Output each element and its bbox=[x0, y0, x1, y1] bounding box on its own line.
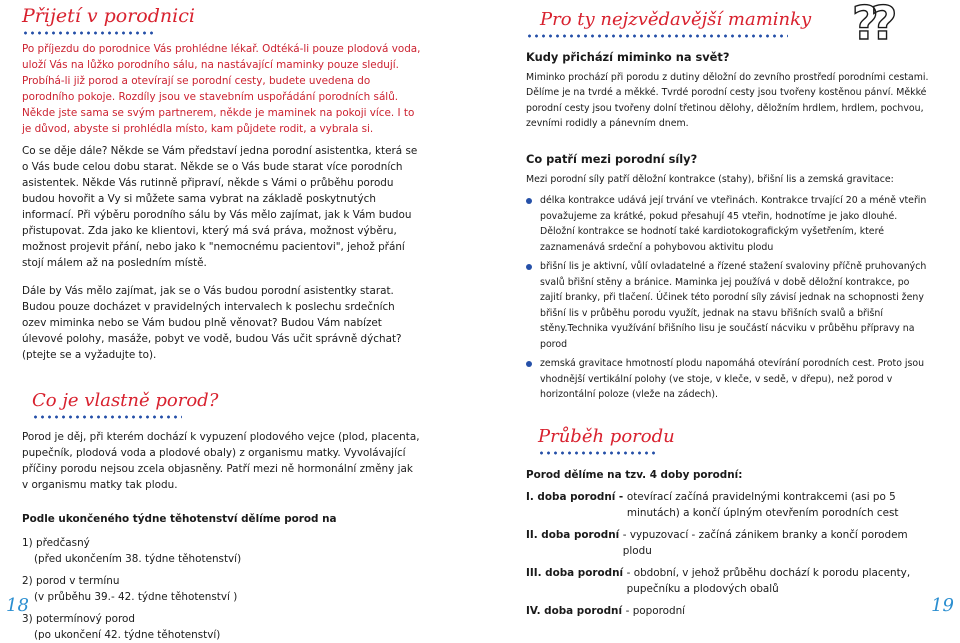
heading-co-je-porod bbox=[32, 391, 218, 419]
forces-list-item: zemská gravitace hmotností plodu napomáhá otevírání porodních cest. Proto jsou vhodnější vertikální polohy (ve stoje, v kleče, v sedě, v dřepu), než porod v horizontální poloze (vleže na zádech). bbox=[526, 356, 934, 403]
question-marks-graphic: ?? bbox=[852, 0, 890, 50]
heading-co-je-porod-text: Co je vlastně porod? bbox=[32, 389, 219, 411]
classification-item-range: (před ukončením 38. týdne těhotenství) bbox=[34, 552, 242, 565]
phase-item bbox=[526, 603, 934, 619]
phase-text: - poporodní bbox=[625, 604, 686, 617]
heading-dots bbox=[538, 451, 656, 455]
bullet-icon bbox=[526, 264, 532, 270]
heading-dots bbox=[32, 415, 182, 419]
right-page bbox=[526, 0, 934, 619]
left-page bbox=[22, 0, 422, 643]
paragraph-porod-definition: Porod je děj, při kterém dochází k vypuzení plodového vejce (plod, placenta, pupečník, plodová voda a plodové obaly) z organismu matky. Vyvolávající příčiny porodu nejsou zcela objasněny. Patří mezi ně hormonální změny jak v organismu matky tak plodu. bbox=[22, 430, 420, 491]
classification-item bbox=[22, 611, 422, 643]
page-number-left: 18 bbox=[6, 595, 29, 616]
phase-label: III. doba porodní bbox=[526, 566, 627, 579]
heading-prubeh bbox=[538, 427, 675, 455]
paragraph-co-se-deje: Co se děje dále? Někde se Vám představí jedna porodní asistentka, která se o Vás bude celou dobu starat. Někde se o Vás bude starat více porodních asistentek. Někde Vás rutinně připraví, někde s Vámi o průběhu porodu budou hovořit a Vy si můžete sama vybrat na základě poskytnutých informací. Při výběru porodního sálu by Vás mělo zajímat, jak k Vám budou přistupovat. Zda jako ke klientovi, který má svá práva, možnost výběru, možnost projevit přání, nebo jako k "nemocnému pacientovi", jehož přání stojí málem až na posledním místě. bbox=[22, 144, 418, 269]
heading-dots bbox=[526, 34, 788, 38]
heading-pro-ty bbox=[540, 10, 811, 38]
heading-prubeh-text: Průběh porodu bbox=[538, 425, 675, 447]
classification-item-range: (po ukončení 42. týdne těhotenství) bbox=[34, 628, 221, 641]
classification-list bbox=[22, 535, 422, 643]
classification-item-name: 1) předčasný bbox=[22, 536, 90, 549]
intro-paragraph: Po příjezdu do porodnice Vás prohlédne lékař. Odtéká-li pouze plodová voda, uloží Vás na lůžko porodního sálu, na nastávající maminky pouze sledují. Probíhá-li již porod a otevírají se porodní cesty, budete uvedena do porodního pokoje. Rozdíly jsou ve stavebním uspořádání porodních sálů. Někde jste sama se svým partnerem, někde je maminek na pokoji více. I to je důvod, abyste si prohlédla místo, kam půjdete rodit, a vybrala si. bbox=[22, 42, 421, 135]
question-kudy: Kudy přichází miminko na svět? bbox=[526, 49, 730, 64]
phase-label: IV. doba porodní bbox=[526, 604, 626, 617]
bullet-icon bbox=[526, 198, 532, 204]
phase-text: - obdobní, v jehož průběhu dochází k porodu placenty, pupečníku a plodových obalů bbox=[626, 566, 911, 595]
phases-list bbox=[526, 489, 934, 619]
forces-list-item: břišní lis je aktivní, vůlí ovladatelné a řízené stažení svaloviny příčně pruhovaných svalů břišní stěny a bránice. Maminka jej používá v době děložní kontrakce, po zajití branky, při tlačení. Účinek této porodní síly závisí jednak na schopnosti ženy břišní lis v průběhu porodu využít, jednak na stavu břišních svalů a břišní stěny.Technika využívání břišního lisu je součástí nácviku v průběhu přípravy na porod bbox=[526, 259, 934, 352]
phase-item bbox=[526, 527, 934, 559]
phase-text: - vypuzovací - začíná zánikem branky a končí porodem plodu bbox=[622, 528, 908, 557]
forces-list-item: délka kontrakce udává její trvání ve vteřinách. Kontrakce trvající 20 a méně vteřin považujeme za krátké, pokud přesahují 45 vteřin, hodnotíme je jako dlouhé. Děložní kontrakce se hodnotí také kardiotokografickým vyšetřením, které zaznamenává srdeční a pohybovou aktivitu plodu bbox=[526, 193, 934, 255]
classification-item bbox=[22, 535, 422, 567]
heading-prijeti bbox=[22, 6, 195, 35]
phase-label: I. doba porodní - bbox=[526, 490, 627, 503]
bullet-icon bbox=[526, 361, 532, 367]
phase-item bbox=[526, 565, 934, 597]
heading-dots bbox=[22, 31, 154, 35]
forces-list bbox=[526, 193, 934, 403]
classification-item bbox=[22, 573, 422, 605]
classification-title: Podle ukončeného týdne těhotenství dělíme porod na bbox=[22, 512, 337, 525]
classification-item-range: (v průběhu 39.- 42. týdne těhotenství ) bbox=[34, 590, 238, 603]
classification-item-name: 3) potermínový porod bbox=[22, 612, 135, 625]
answer-kudy: Miminko prochází při porodu z dutiny děložní do zevního prostředí porodními cestami. Dělíme je na tvrdé a měkké. Tvrdé porodní cesty jsou tvořeny kostěnou pánví. Měkké porodní cesty jsou tvořeny dolní třetinou dělohy, děložním hrdlem, hrdlem, pochvou, zevními rodidly a pánevním dnem. bbox=[526, 71, 929, 130]
phase-text: otevírací začíná pravidelnými kontrakcemi (asi po 5 minutách) a končí úplným otevřením porodních cest bbox=[626, 490, 899, 519]
question-sily: Co patří mezi porodní síly? bbox=[526, 151, 698, 166]
phase-label: II. doba porodní bbox=[526, 528, 623, 541]
phases-title: Porod dělíme na tzv. 4 doby porodní: bbox=[526, 468, 743, 481]
heading-pro-ty-text: Pro ty nejzvědavější maminky bbox=[540, 9, 812, 30]
phase-item bbox=[526, 489, 934, 521]
heading-prijeti-text: Přijetí v porodnici bbox=[22, 5, 195, 27]
answer-sily: Mezi porodní síly patří děložní kontrakce (stahy), břišní lis a zemská gravitace: bbox=[526, 173, 894, 185]
paragraph-dale: Dále by Vás mělo zajímat, jak se o Vás budou porodní asistentky starat. Budou pouze docházet v pravidelných intervalech k poslechu srdečních ozev miminka nebo se Vám budou plně věnovat? Budou Vám nabízet úlevové polohy, masáže, pobyt ve vodě, budou Vás učit správně dýchat? (ptejte se a vyžadujte to). bbox=[22, 284, 402, 361]
page-number-right: 19 bbox=[931, 595, 954, 616]
classification-item-name: 2) porod v termínu bbox=[22, 574, 120, 587]
